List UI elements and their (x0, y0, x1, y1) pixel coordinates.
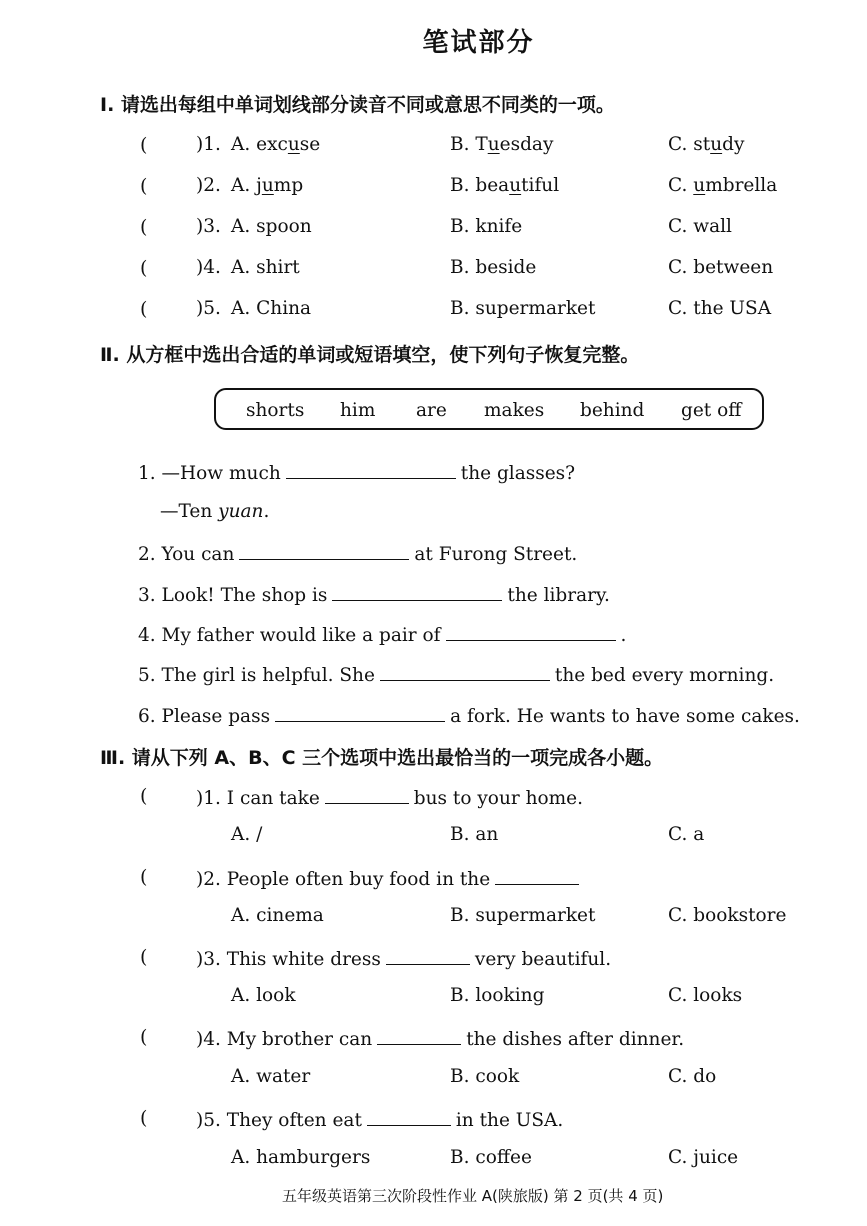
question-text: 6. Please pass (138, 706, 271, 727)
option-c: C. wall (668, 216, 732, 237)
answer-blank[interactable] (325, 785, 409, 804)
option-c (668, 134, 744, 155)
question-number: )5. (196, 1110, 221, 1131)
word-bank-item: shorts (246, 400, 305, 421)
answer-blank[interactable] (286, 460, 456, 479)
answer-blank[interactable] (386, 946, 470, 965)
option-a: A. cinema (231, 905, 324, 926)
question-number: )2. (196, 175, 221, 196)
option-a: A. hamburgers (231, 1147, 371, 1168)
answer-paren: ( (140, 298, 148, 320)
answer-blank[interactable] (239, 541, 409, 560)
option-a: A. / (231, 824, 263, 845)
question-text: I can take (226, 788, 320, 809)
option-text: C. st (668, 134, 711, 155)
question-text: People often buy food in the (226, 869, 491, 890)
option-a (231, 175, 303, 196)
fill-question-1-answer (160, 501, 269, 522)
fill-question-4 (138, 622, 626, 646)
option-b: B. coffee (450, 1147, 532, 1168)
question-text: They often eat (226, 1110, 362, 1131)
question-number: )1. (196, 134, 221, 155)
section-3-heading: Ⅲ. 请从下列 A、B、C 三个选项中选出最恰当的一项完成各小题。 (100, 747, 664, 769)
question-text: the bed every morning. (554, 665, 775, 686)
question-text: bus to your home. (413, 788, 584, 809)
underlined-letter: u (487, 134, 500, 155)
option-text: se (299, 134, 321, 155)
question-text: in the USA. (455, 1110, 564, 1131)
question-text: 3. Look! The shop is (138, 585, 328, 606)
option-a: A. China (231, 298, 312, 319)
answer-paren: ( (140, 785, 148, 807)
word-bank-box (214, 388, 764, 430)
option-c: C. juice (668, 1147, 739, 1168)
option-b: B. supermarket (450, 298, 596, 319)
option-c: C. a (668, 824, 705, 845)
question-number: )5. (196, 298, 221, 319)
underlined-letter: u (509, 175, 522, 196)
word-bank-item: are (416, 400, 447, 421)
fill-question-5 (138, 662, 774, 686)
underlined-letter: u (261, 175, 274, 196)
fill-question-2 (138, 541, 577, 565)
answer-blank[interactable] (367, 1107, 451, 1126)
question-text: 4. My father would like a pair of (138, 625, 441, 646)
answer-blank[interactable] (275, 703, 445, 722)
option-text: esday (499, 134, 554, 155)
answer-paren: ( (140, 1026, 148, 1048)
question-text: the glasses? (460, 463, 576, 484)
option-b: B. supermarket (450, 905, 596, 926)
option-b (450, 134, 553, 155)
page-footer: 五年级英语第三次阶段性作业 A(陕旅版) 第 2 页(共 4 页) (282, 1187, 664, 1205)
option-text: A. j (231, 175, 262, 196)
question-text: 5. The girl is helpful. She (138, 665, 375, 686)
choice-question-4 (196, 1026, 684, 1050)
answer-paren: ( (140, 946, 148, 968)
word-bank-item: behind (580, 400, 645, 421)
answer-text: —Ten (160, 501, 219, 522)
answer-paren: ( (140, 134, 148, 156)
question-text: a fork. He wants to have some cakes. (450, 706, 800, 727)
page-title: 笔试部分 (422, 28, 535, 58)
word-bank-item: get off (681, 400, 742, 421)
option-c: C. the USA (668, 298, 772, 319)
question-text: the dishes after dinner. (466, 1029, 685, 1050)
question-text: 2. You can (138, 544, 235, 565)
option-text: mbrella (705, 175, 778, 196)
question-number: )3. (196, 949, 221, 970)
question-text: at Furong Street. (414, 544, 578, 565)
answer-paren: ( (140, 1107, 148, 1129)
fill-question-3 (138, 582, 610, 606)
option-a: A. spoon (231, 216, 312, 237)
question-number: )2. (196, 869, 221, 890)
fill-question-1 (138, 460, 575, 484)
option-a: A. look (231, 985, 296, 1006)
option-text: C. (668, 175, 694, 196)
underlined-letter: u (287, 134, 300, 155)
choice-question-1 (196, 785, 583, 809)
underlined-letter: u (693, 175, 706, 196)
answer-paren: ( (140, 257, 148, 279)
option-c: C. looks (668, 985, 743, 1006)
word-bank-item: him (340, 400, 376, 421)
option-c: C. between (668, 257, 774, 278)
option-a (231, 134, 320, 155)
answer-blank[interactable] (380, 662, 550, 681)
question-number: )1. (196, 788, 221, 809)
option-a: A. water (231, 1066, 311, 1087)
option-b: B. an (450, 824, 499, 845)
option-c: C. bookstore (668, 905, 787, 926)
option-c (668, 175, 777, 196)
option-a: A. shirt (231, 257, 300, 278)
answer-blank[interactable] (495, 866, 579, 885)
choice-question-5 (196, 1107, 563, 1131)
option-b: B. beside (450, 257, 537, 278)
fill-question-6 (138, 703, 800, 727)
option-text: tiful (521, 175, 560, 196)
answer-paren: ( (140, 866, 148, 888)
answer-paren: ( (140, 175, 148, 197)
choice-question-3 (196, 946, 611, 970)
choice-question-2 (196, 866, 584, 890)
option-b: B. looking (450, 985, 545, 1006)
option-text: B. T (450, 134, 488, 155)
option-text: dy (722, 134, 745, 155)
option-text: B. bea (450, 175, 510, 196)
section-2-heading: Ⅱ. 从方框中选出合适的单词或短语填空，使下列句子恢复完整。 (100, 344, 640, 366)
question-number: )4. (196, 257, 221, 278)
answer-blank[interactable] (446, 622, 616, 641)
question-text: This white dress (226, 949, 381, 970)
question-text: the library. (507, 585, 610, 606)
option-text: mp (273, 175, 304, 196)
option-b: B. knife (450, 216, 523, 237)
word-bank-item: makes (484, 400, 545, 421)
answer-blank[interactable] (377, 1026, 461, 1045)
question-text: . (620, 625, 627, 646)
question-number: )4. (196, 1029, 221, 1050)
question-text: very beautiful. (474, 949, 612, 970)
option-b (450, 175, 559, 196)
option-c: C. do (668, 1066, 717, 1087)
question-number: )3. (196, 216, 221, 237)
answer-text: . (263, 501, 270, 522)
answer-blank[interactable] (332, 582, 502, 601)
question-text: My brother can (226, 1029, 373, 1050)
option-text: A. exc (231, 134, 288, 155)
answer-paren: ( (140, 216, 148, 238)
answer-text-italic: yuan (218, 501, 264, 522)
underlined-letter: u (710, 134, 723, 155)
section-1-heading: Ⅰ. 请选出每组中单词划线部分读音不同或意思不同类的一项。 (100, 94, 615, 116)
question-text: 1. —How much (138, 463, 281, 484)
option-b: B. cook (450, 1066, 520, 1087)
